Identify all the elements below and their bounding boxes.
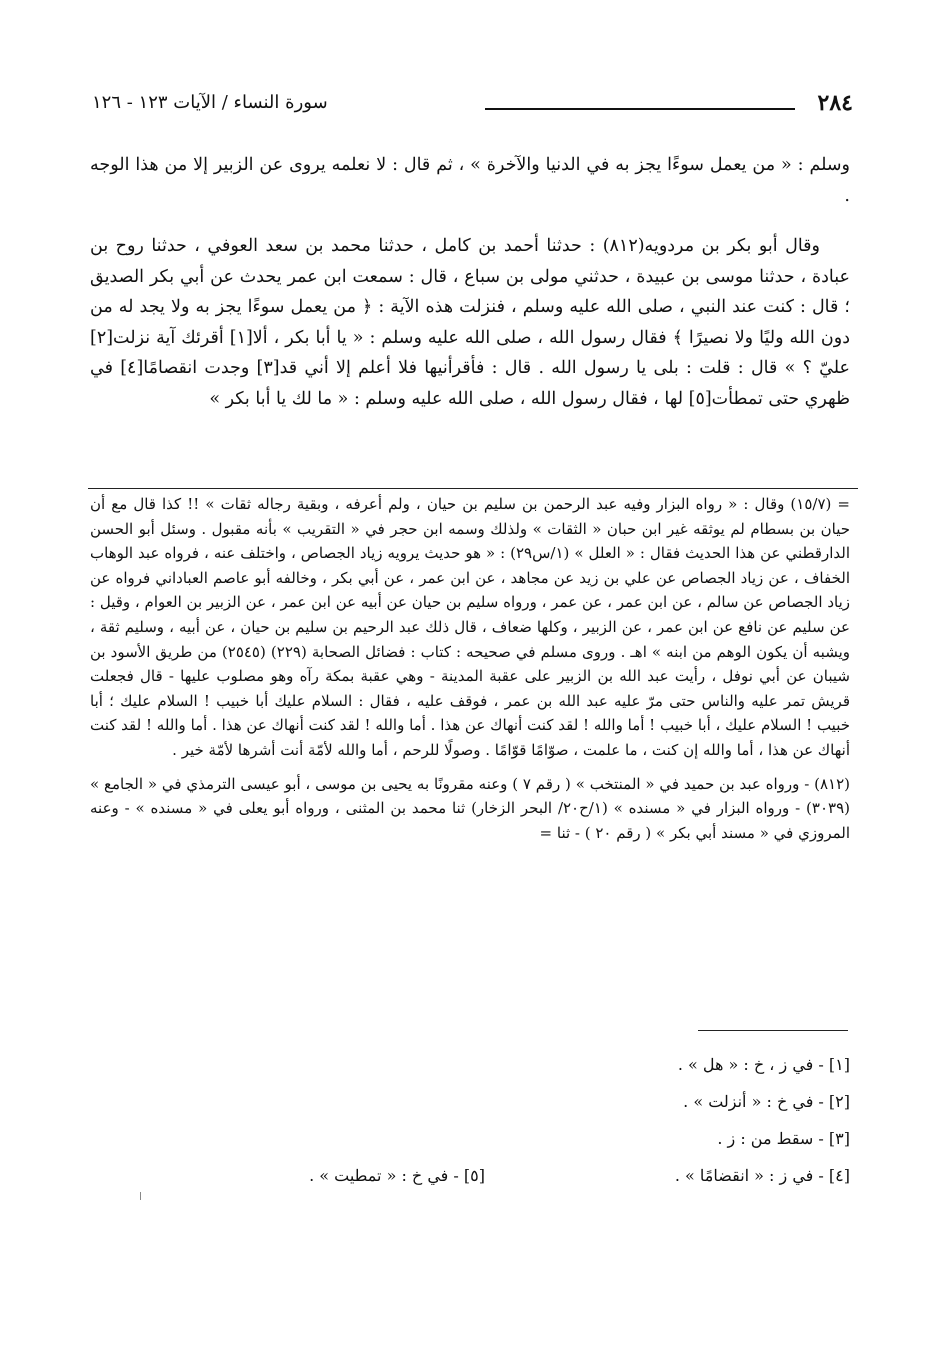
page-number: ٢٨٤ xyxy=(817,90,853,116)
page-header xyxy=(92,86,853,122)
variant-row xyxy=(90,1157,850,1194)
scan-mark xyxy=(140,1192,141,1200)
manuscript-variants xyxy=(90,1046,850,1194)
variants-separator xyxy=(698,1030,848,1031)
header-rule xyxy=(485,108,795,110)
variant-row xyxy=(90,1120,850,1157)
variant-2: [٢] - في خ : « أنزلت » . xyxy=(683,1092,850,1111)
variant-row xyxy=(90,1083,850,1120)
variant-row xyxy=(90,1046,850,1083)
footnote-812: (٨١٢) - ورواه عبد بن حميد في « المنتخب » ( رقم ٧ ) وعنه مقرونًا به يحيى بن موسى ، أبو عيسى الترمذي في « الجامع » (٣٠٣٩) - ورواه البزار في « مسنده » (١/ح٢٠/ البحر الزخار) ثنا محمد بن المثنى ، ورواه أبو يعلى في « مسنده » - وعنه المروزي في « مسند أبي بكر » ( رقم ٢٠ ) - ثنا = xyxy=(90,774,851,842)
variant-1: [١] - في ز ، خ : « هل » . xyxy=(677,1055,850,1074)
variant-4: [٤] - في ز : « انقضامًا » . xyxy=(674,1166,850,1185)
running-title: سورة النساء / الآيات ١٢٣ - ١٢٦ xyxy=(92,92,328,113)
footnote-separator xyxy=(88,488,858,489)
paragraph: وسلم : « من يعمل سوءًا يجز به في الدنيا والآخرة » ، ثم قال : لا نعلمه يروى عن الزبير إلا من هذا الوجه . xyxy=(90,155,850,206)
variant-3: [٣] - سقط من : ز . xyxy=(717,1129,850,1148)
paragraph: وقال أبو بكر بن مردويه(٨١٢) : حدثنا أحمد بن كامل ، حدثنا محمد بن سعد العوفي ، حدثنا روح بن عبادة ، حدثنا موسى بن عبيدة ، حدثني مولى بن سباع ، قال : سمعت ابن عمر يحدث عن أبي بكر الصديق ؛ قال : كنت عند النبي ، صلى الله عليه وسلم ، فنزلت هذه الآية : ﴿ من يعمل سوءًا يجز به ولا يجد له من دون الله وليًا ولا نصيرًا ﴾ فقال رسول الله ، صلى الله عليه وسلم : « يا أبا بكر ، ألا[١] أقرئك آية نزلت[٢] عليّ ؟ » قال : قلت : بلى يا رسول الله . قال : فأقرأنيها فلا أعلم إلا أني قد[٣] وجدت انقصامًا[٤] في ظهري حتى تمطأت[٥] لها ، فقال رسول الله ، صلى الله عليه وسلم : « ما لك يا أبا بكر » xyxy=(90,236,850,409)
variant-5: [٥] - في خ : « تمطيت » . xyxy=(309,1166,485,1185)
footnote-continuation: = (١٥/٧) وقال : « رواه البزار وفيه عبد الرحمن بن سليم بن حيان ، ولم أعرفه ، وبقية رجاله ثقات » !! كذا قال مع أن حيان بن بسطام لم يوثقه غير ابن حبان « الثقات » ولذلك وسمه ابن حجر في « التقريب » بأنه مقبول . وسئل أبو الحسن الدارقطني عن هذا الحديث فقال : « العلل » (١/س٢٩) : « هو حديث يرويه زياد الجصاص ، واختلف عنه ، فرواه عبد الوهاب الخفاف ، عن زياد الجصاص عن علي بن زيد عن مجاهد ، عن ابن عمر ، عن أبي بكر ، وخالفه أبو عاصم العباداني فرواه عن زياد الجصاص عن سالم ، عن ابن عمر ، عن عمر ، ورواه سليم بن حيان عن أبيه عن ابن عمر ، عن الزبير بن العوام ، وقيل : عن سليم عن نافع عن ابن عمر ، عن الزبير ، وكلها ضعاف ، قال ذلك عبد الرحيم بن سليم بن حيان ، عن أبيه ، وسليم ثقة ، ويشبه أن يكون الوهم من ابنه » اهـ . وروى مسلم في صحيحه : كتاب : فضائل الصحابة (٢٢٩) (٢٥٤٥) من طريق الأسود بن شيبان عن أبي نوفل ، رأيت عبد الله بن الزبير على عقبة المدينة - وهي عقبة بمكة رآه وهو مصلوب عليها - قال فجعلت قريش تمر عليه والناس حتى مرّ عليه عبد الله بن عمر ، فوقف عليه ، فقال : السلام عليك أبا خبيب ! السلام عليك ؛ أبا خبيب ! السلام عليك ، أبا خبيب ! أما والله ! لقد كنت أنهاك عن هذا . أما والله ! لقد كنت أنهاك عن هذا . أما والله ! لقد كنت أنهاك عن هذا ، أما والله إن كنت ، ما علمت ، صوّامًا قوّامًا . وصولًا للرحم ، أما والله لأمّة أنت أشرها لأمّة خير . xyxy=(90,495,850,759)
main-text xyxy=(90,150,850,414)
footnotes xyxy=(90,492,850,845)
